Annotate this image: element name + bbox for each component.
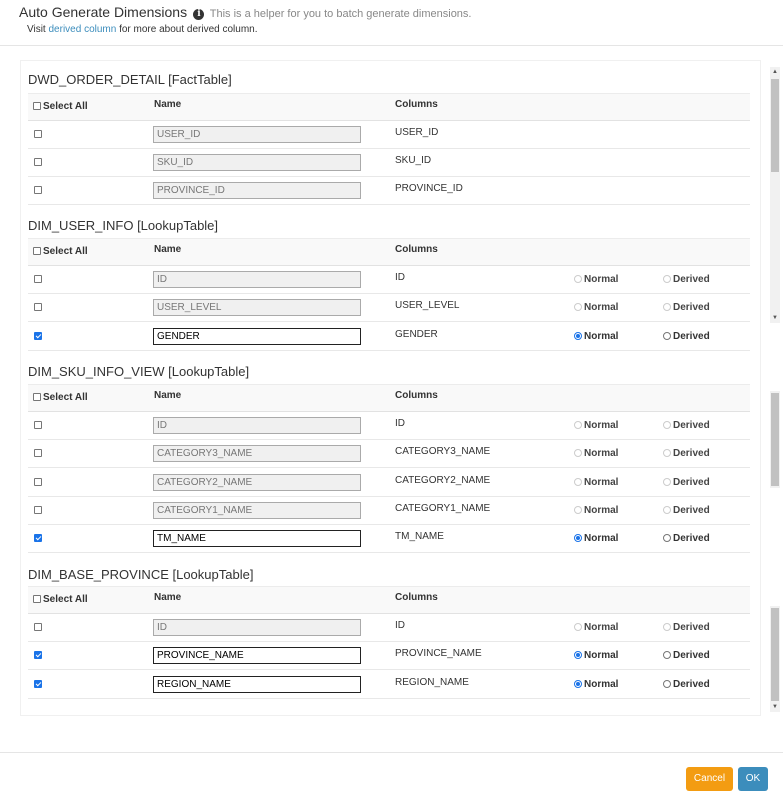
derived-column-link[interactable]: derived column bbox=[48, 24, 117, 35]
header-name: Name bbox=[154, 592, 182, 603]
select-all[interactable]: Select All bbox=[33, 101, 88, 112]
derived-radio[interactable]: Derived bbox=[663, 331, 710, 342]
radio-selected-icon bbox=[574, 651, 582, 659]
row-checkbox[interactable] bbox=[34, 421, 42, 429]
table-row bbox=[28, 440, 750, 468]
table-row bbox=[28, 525, 750, 553]
radio-icon bbox=[574, 506, 582, 514]
derived-radio: Derived bbox=[663, 274, 710, 285]
row-checkbox-checked[interactable] bbox=[34, 534, 42, 542]
normal-radio: Normal bbox=[574, 274, 618, 285]
cancel-button[interactable]: Cancel bbox=[686, 767, 733, 791]
header-columns: Columns bbox=[395, 592, 438, 603]
title-line bbox=[19, 4, 471, 20]
column-value: REGION_NAME bbox=[395, 677, 469, 688]
table-row bbox=[28, 469, 750, 497]
header-columns: Columns bbox=[395, 99, 438, 110]
scroll-down-arrow-icon[interactable]: ▼ bbox=[772, 315, 778, 321]
derived-radio: Derived bbox=[663, 622, 710, 633]
header-name: Name bbox=[154, 244, 182, 255]
radio-icon bbox=[663, 478, 671, 486]
table-row bbox=[28, 671, 750, 699]
column-value: ID bbox=[395, 620, 405, 631]
normal-radio: Normal bbox=[574, 420, 618, 431]
name-input[interactable]: GENDER bbox=[153, 328, 361, 345]
normal-radio: Normal bbox=[574, 622, 618, 633]
header-columns: Columns bbox=[395, 244, 438, 255]
row-checkbox[interactable] bbox=[34, 478, 42, 486]
radio-selected-icon bbox=[574, 680, 582, 688]
derived-radio[interactable]: Derived bbox=[663, 533, 710, 544]
select-all-checkbox[interactable] bbox=[33, 595, 41, 603]
radio-icon bbox=[663, 303, 671, 311]
name-input[interactable]: ID bbox=[153, 417, 361, 434]
column-value: GENDER bbox=[395, 329, 438, 340]
column-value: SKU_ID bbox=[395, 155, 432, 166]
normal-radio: Normal bbox=[574, 302, 618, 313]
radio-icon bbox=[574, 449, 582, 457]
row-checkbox[interactable] bbox=[34, 303, 42, 311]
info-icon: i bbox=[193, 9, 204, 20]
normal-radio: Normal bbox=[574, 477, 618, 488]
table-row bbox=[28, 266, 750, 294]
select-all-checkbox[interactable] bbox=[33, 393, 41, 401]
derived-radio[interactable]: Derived bbox=[663, 679, 710, 690]
column-value: USER_LEVEL bbox=[395, 300, 460, 311]
derived-radio: Derived bbox=[663, 448, 710, 459]
derived-radio: Derived bbox=[663, 505, 710, 516]
name-input[interactable]: ID bbox=[153, 271, 361, 288]
radio-icon bbox=[663, 680, 671, 688]
column-value: CATEGORY1_NAME bbox=[395, 503, 491, 514]
select-all-checkbox[interactable] bbox=[33, 102, 41, 110]
visit-text: Visit bbox=[27, 24, 46, 35]
name-input[interactable]: SKU_ID bbox=[153, 154, 361, 171]
section-title: DWD_ORDER_DETAIL [FactTable] bbox=[28, 72, 232, 87]
row-checkbox[interactable] bbox=[34, 130, 42, 138]
radio-icon bbox=[663, 651, 671, 659]
section-title: DIM_BASE_PROVINCE [LookupTable] bbox=[28, 567, 254, 582]
radio-icon bbox=[663, 449, 671, 457]
scroll-up-arrow-icon[interactable]: ▲ bbox=[772, 69, 778, 75]
name-input[interactable]: USER_ID bbox=[153, 126, 361, 143]
ok-button[interactable]: OK bbox=[738, 767, 768, 791]
table-row bbox=[28, 497, 750, 525]
help-line bbox=[27, 24, 258, 35]
row-checkbox[interactable] bbox=[34, 158, 42, 166]
visit-suffix: for more about derived column. bbox=[119, 24, 258, 35]
row-checkbox[interactable] bbox=[34, 275, 42, 283]
row-checkbox-checked[interactable] bbox=[34, 680, 42, 688]
dialog-footer bbox=[0, 752, 783, 792]
radio-icon bbox=[663, 506, 671, 514]
name-input[interactable]: USER_LEVEL bbox=[153, 299, 361, 316]
table-header bbox=[28, 93, 750, 121]
derived-radio: Derived bbox=[663, 477, 710, 488]
radio-icon bbox=[663, 534, 671, 542]
column-value: CATEGORY2_NAME bbox=[395, 475, 491, 486]
column-value: PROVINCE_NAME bbox=[395, 648, 482, 659]
select-all[interactable]: Select All bbox=[33, 392, 88, 403]
radio-icon bbox=[663, 332, 671, 340]
normal-radio[interactable]: Normal bbox=[574, 679, 618, 690]
helper-text: This is a helper for you to batch generate dimensions. bbox=[209, 8, 472, 20]
name-input[interactable]: PROVINCE_NAME bbox=[153, 647, 361, 664]
normal-radio[interactable]: Normal bbox=[574, 650, 618, 661]
scroll-down-arrow-icon[interactable]: ▼ bbox=[772, 704, 778, 710]
dialog-title: Auto Generate Dimensions bbox=[19, 4, 188, 20]
table-row bbox=[28, 294, 750, 322]
scrollbar-thumb[interactable] bbox=[771, 393, 779, 486]
header-name: Name bbox=[154, 390, 182, 401]
radio-selected-icon bbox=[574, 534, 582, 542]
radio-icon bbox=[574, 623, 582, 631]
radio-icon bbox=[574, 275, 582, 283]
table-header bbox=[28, 384, 750, 412]
scrollbar-thumb[interactable] bbox=[771, 608, 779, 701]
radio-icon bbox=[574, 478, 582, 486]
column-value: CATEGORY3_NAME bbox=[395, 446, 491, 457]
column-value: ID bbox=[395, 272, 405, 283]
table-row bbox=[28, 323, 750, 351]
column-value: TM_NAME bbox=[395, 531, 444, 542]
radio-icon bbox=[663, 275, 671, 283]
name-input[interactable]: CATEGORY1_NAME bbox=[153, 502, 361, 519]
scrollbar-thumb[interactable] bbox=[771, 79, 779, 172]
table-row bbox=[28, 642, 750, 670]
normal-radio[interactable]: Normal bbox=[574, 533, 618, 544]
section-title: DIM_USER_INFO [LookupTable] bbox=[28, 218, 219, 233]
column-value: ID bbox=[395, 418, 405, 429]
row-checkbox[interactable] bbox=[34, 449, 42, 457]
name-input[interactable]: TM_NAME bbox=[153, 530, 361, 547]
name-input[interactable]: REGION_NAME bbox=[153, 676, 361, 693]
table-row bbox=[28, 149, 750, 177]
table-row bbox=[28, 177, 750, 205]
name-input[interactable]: CATEGORY3_NAME bbox=[153, 445, 361, 462]
column-value: USER_ID bbox=[395, 127, 439, 138]
row-checkbox[interactable] bbox=[34, 186, 42, 194]
select-all[interactable]: Select All bbox=[33, 246, 88, 257]
derived-radio[interactable]: Derived bbox=[663, 650, 710, 661]
row-checkbox-checked[interactable] bbox=[34, 332, 42, 340]
dimensions-panel bbox=[20, 60, 778, 716]
table-row bbox=[28, 412, 750, 440]
table-header bbox=[28, 586, 750, 614]
header-name: Name bbox=[154, 99, 182, 110]
select-all[interactable]: Select All bbox=[33, 594, 88, 605]
column-value: PROVINCE_ID bbox=[395, 183, 463, 194]
row-checkbox-checked[interactable] bbox=[34, 651, 42, 659]
derived-radio: Derived bbox=[663, 420, 710, 431]
table-row bbox=[28, 121, 750, 149]
radio-icon bbox=[663, 421, 671, 429]
header-columns: Columns bbox=[395, 390, 438, 401]
radio-selected-icon bbox=[574, 332, 582, 340]
name-input[interactable]: ID bbox=[153, 619, 361, 636]
radio-icon bbox=[574, 421, 582, 429]
row-checkbox[interactable] bbox=[34, 623, 42, 631]
table-row bbox=[28, 614, 750, 642]
select-all-checkbox[interactable] bbox=[33, 247, 41, 255]
section-title: DIM_SKU_INFO_VIEW [LookupTable] bbox=[28, 364, 250, 379]
name-input[interactable]: PROVINCE_ID bbox=[153, 182, 361, 199]
dialog-header bbox=[0, 0, 783, 46]
normal-radio[interactable]: Normal bbox=[574, 331, 618, 342]
normal-radio: Normal bbox=[574, 505, 618, 516]
table-header bbox=[28, 238, 750, 266]
row-checkbox[interactable] bbox=[34, 506, 42, 514]
normal-radio: Normal bbox=[574, 448, 618, 459]
name-input[interactable]: CATEGORY2_NAME bbox=[153, 474, 361, 491]
radio-icon bbox=[663, 623, 671, 631]
derived-radio: Derived bbox=[663, 302, 710, 313]
radio-icon bbox=[574, 303, 582, 311]
